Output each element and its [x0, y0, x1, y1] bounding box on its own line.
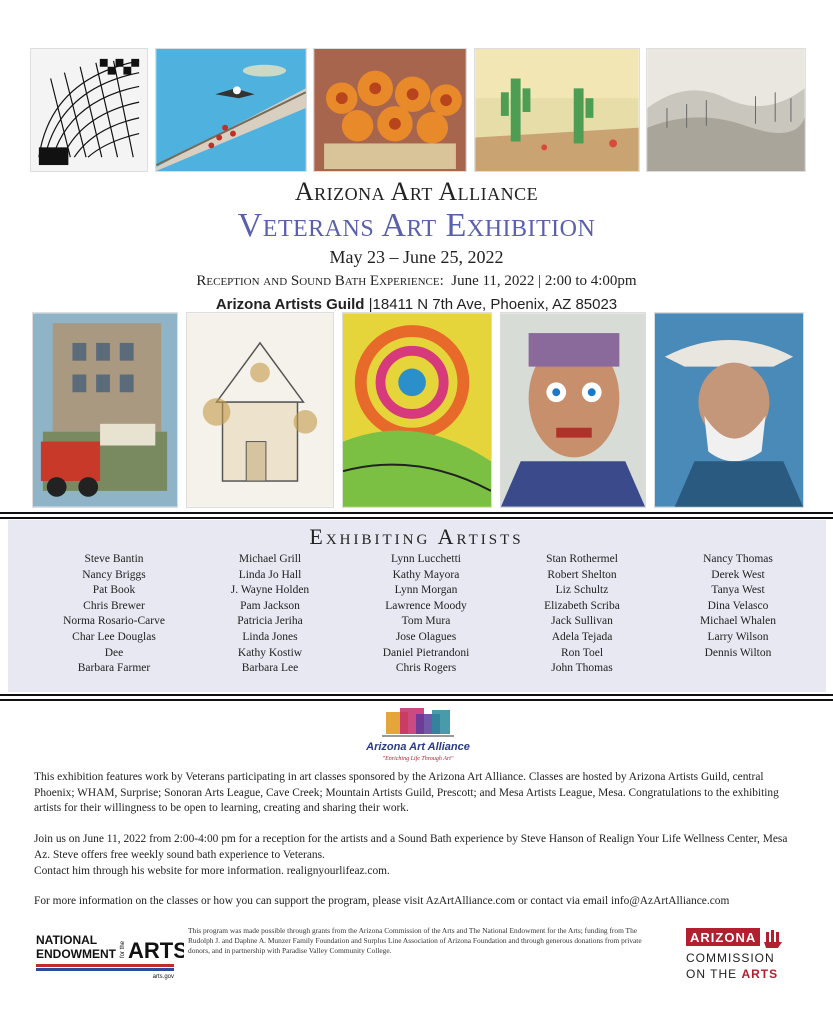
org-title: Arizona Art Alliance	[294, 177, 539, 206]
artist-name: Lawrence Moody	[385, 599, 467, 612]
logo-tagline: "Enriching Life Through Art"	[382, 756, 454, 762]
artist-name: Kathy Mayora	[392, 568, 460, 581]
artist-name: Chris Brewer	[83, 599, 145, 612]
artist-name: Linda Jo Hall	[238, 568, 302, 581]
top-artwork-row	[30, 48, 806, 172]
artist-name: Dee	[104, 646, 124, 659]
artist-name: Adela Tejada	[551, 630, 613, 643]
divider-bottom-1	[0, 694, 833, 696]
artwork-portrait-collage	[500, 312, 646, 508]
azc-line3a: ON THE	[686, 967, 742, 981]
artist-name: Nancy Briggs	[82, 568, 146, 581]
artist-name: Larry Wilson	[707, 630, 769, 643]
artist-name: Tanya West	[711, 584, 765, 597]
artist-name: John Thomas	[551, 662, 613, 675]
artist-name: Lynn Morgan	[394, 584, 458, 597]
artist-name: Daniel Pietrandoni	[382, 646, 470, 659]
artist-name: Michael Whalen	[699, 615, 777, 628]
artist-name: Pam Jackson	[240, 599, 300, 612]
artist-name: Pat Book	[92, 584, 136, 597]
artist-name: Linda Jones	[242, 630, 298, 643]
artist-name: Tom Mura	[401, 615, 451, 628]
artists-title: Exhibiting Artists	[309, 524, 524, 549]
reception-line	[0, 270, 833, 292]
artist-name: Nancy Thomas	[703, 553, 773, 565]
artist-name: Dennis Wilton	[704, 646, 772, 659]
artist-name: Barbara Lee	[241, 662, 299, 675]
exhibition-header	[0, 176, 833, 316]
venue-name: Arizona Artists Guild	[215, 296, 365, 313]
venue-address: |18411 N 7th Ave, Phoenix, AZ 85023	[368, 296, 618, 313]
artist-name: Liz Schultz	[555, 584, 609, 597]
artwork-cottage-sketch	[186, 312, 334, 508]
nea-small: for the	[120, 940, 126, 958]
nea-arts: ARTS	[128, 938, 184, 963]
artist-name: Norma Rosario-Carve	[63, 615, 165, 628]
artist-name: Michael Grill	[238, 553, 302, 565]
artwork-eagle-branch	[155, 48, 307, 172]
nea-line2: ENDOWMENT	[36, 947, 116, 961]
divider-top-2	[0, 517, 833, 519]
azc-line1: ARIZONA	[690, 930, 757, 945]
reception-details: June 11, 2022 | 2:00 to 4:00pm	[451, 273, 637, 289]
artist-column-1	[36, 552, 192, 677]
logo-name: Arizona Art Alliance	[366, 741, 470, 753]
artist-name: Jack Sullivan	[551, 615, 613, 628]
reception-label: Reception and Sound Bath Experience:	[196, 273, 444, 289]
artwork-abstract-spiral	[342, 312, 492, 508]
artwork-cowboy-portrait	[654, 312, 804, 508]
artist-column-3	[348, 552, 504, 677]
hand-icon	[764, 930, 782, 948]
reception-invitation: Join us on June 11, 2022 from 2:00-4:00 pm for a reception for the artists and a Sound Bath experience by Steve Hanson of Realign Your Life Wellness Center, Mesa Az. Steve offers free weekly sound bath experience to Veterans.	[34, 833, 788, 861]
artist-name: Kathy Kostiw	[237, 646, 303, 659]
artist-name: J. Wayne Holden	[230, 584, 310, 597]
artist-name: Barbara Farmer	[77, 662, 151, 675]
arizona-commission-logo	[686, 928, 806, 984]
svg-text:ON THE ARTS	[686, 967, 778, 981]
exhibition-description: This exhibition features work by Veterans participating in art classes sponsored by the Arizona Art Alliance. Classes are hosted by Arizona Artists Guild, central Phoenix; WHAM, Surprise; Sonoran Arts League, Cave Creek; Mountain Artists Guild, Prescott; and Mesa Artists League, Mesa. Congratulations to the exhibiting artists for their willingness to be open to learning, creating and sharing their work.	[34, 771, 779, 814]
artist-name: Dina Velasco	[707, 599, 769, 612]
artist-name: Ron Toel	[560, 646, 604, 659]
artist-name: Chris Rogers	[395, 662, 457, 675]
azc-line3b: ARTS	[741, 967, 779, 981]
funding-credits: This program was made possible through grants from the Arizona Commission of the Arts and The National Endowment for the Arts; funding from The Rudolph J. and Daphne A. Munzer Family Foundation and Surplus Line Association of Arizona Foundation and through generous donations from private donors, and in partnership with Paradise Valley Community College.	[188, 926, 642, 955]
exhibit-title: Veterans Art Exhibition	[237, 207, 596, 244]
artist-name: Char Lee Douglas	[72, 630, 156, 643]
artist-name: Robert Shelton	[547, 568, 617, 581]
artwork-zentangle-sphere	[30, 48, 148, 172]
artist-name: Derek West	[711, 568, 765, 581]
contact-note: Contact him through his website for more information. realignyourlifeaz.com.	[34, 865, 390, 877]
artist-name: Jose Olagues	[395, 630, 457, 643]
artwork-desert-cactus	[474, 48, 640, 172]
artwork-farmers-market-collage	[32, 312, 178, 508]
artist-column-4	[504, 552, 660, 677]
artist-name: Lynn Lucchetti	[391, 553, 461, 565]
artist-name: Elizabeth Scriba	[544, 599, 620, 612]
artist-columns	[36, 552, 816, 677]
more-info: For more information on the classes or how you can support the program, please visit AzArtAlliance.com or contact via email info@AzArtAlliance.com	[34, 895, 730, 907]
arizona-art-alliance-logo	[356, 708, 480, 764]
bottom-artwork-row	[32, 312, 804, 508]
artist-column-5	[660, 552, 816, 677]
nea-logo	[34, 930, 184, 980]
artist-name: Patricia Jeriha	[237, 615, 303, 628]
azc-line2: COMMISSION	[686, 951, 775, 965]
nea-line1: NATIONAL	[36, 933, 98, 947]
nea-url: arts.gov	[152, 974, 174, 980]
artist-column-2	[192, 552, 348, 677]
artwork-flower-box	[313, 48, 467, 172]
artist-name: Steve Bantin	[84, 553, 144, 565]
artwork-pencil-landscape	[646, 48, 806, 172]
artist-name: Stan Rothermel	[546, 553, 618, 565]
divider-bottom-2	[0, 699, 833, 701]
exhibit-dates: May 23 – June 25, 2022	[329, 247, 504, 267]
divider-top-1	[0, 512, 833, 514]
